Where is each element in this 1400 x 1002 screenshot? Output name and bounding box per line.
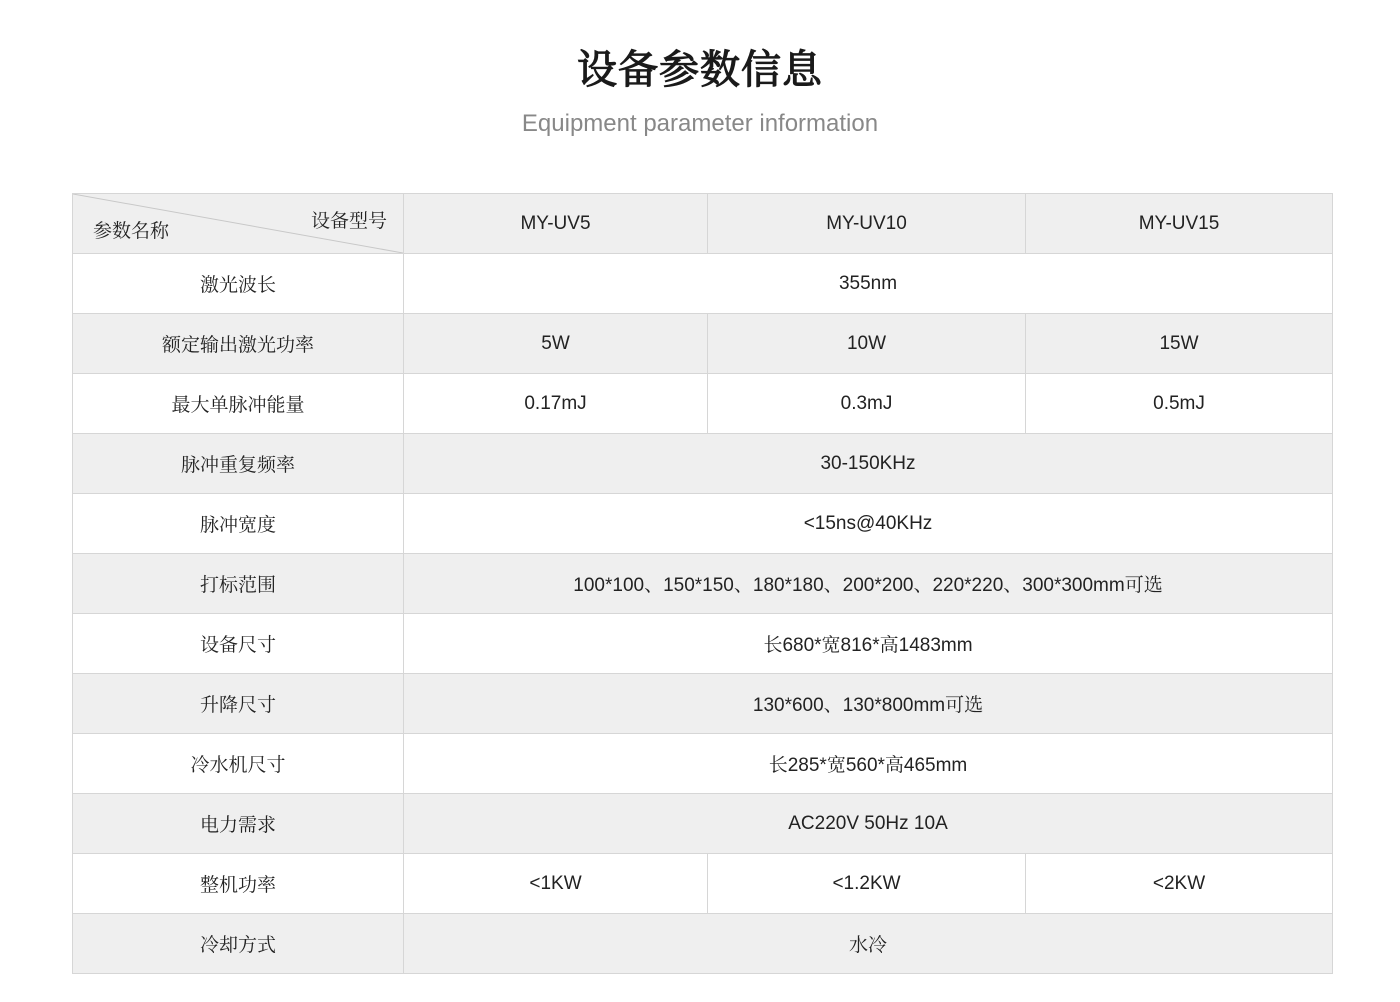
param-value-cell: 100*100、150*150、180*180、200*200、220*220、300*300mm可选: [404, 554, 1333, 614]
param-value-cell: 15W: [1026, 314, 1333, 374]
table-row: [73, 554, 1333, 614]
model-header-cell: MY-UV15: [1026, 194, 1333, 254]
param-label-cell: 最大单脉冲能量: [73, 374, 404, 434]
table-row: [73, 734, 1333, 794]
corner-param-label: 参数名称: [93, 220, 170, 242]
param-value-cell: 130*600、130*800mm可选: [404, 674, 1333, 734]
param-label-cell: 冷却方式: [73, 914, 404, 974]
param-value-cell: 水冷: [404, 914, 1333, 974]
table-row: [73, 434, 1333, 494]
table-row: [73, 614, 1333, 674]
table-row: [73, 794, 1333, 854]
table-row: [73, 494, 1333, 554]
param-label-cell: 打标范围: [73, 554, 404, 614]
param-label-cell: 脉冲宽度: [73, 494, 404, 554]
param-value-cell: 30-150KHz: [404, 434, 1333, 494]
param-value-cell: 0.5mJ: [1026, 374, 1333, 434]
param-value-cell: <1.2KW: [708, 854, 1026, 914]
page-title: 设备参数信息: [577, 47, 823, 93]
header-corner-cell: [73, 194, 404, 254]
param-value-cell: 长285*宽560*高465mm: [404, 734, 1333, 794]
param-label-cell: 脉冲重复频率: [73, 434, 404, 494]
table-row: [73, 854, 1333, 914]
param-label-cell: 激光波长: [73, 254, 404, 314]
param-value-cell: 355nm: [404, 254, 1333, 314]
param-value-cell: <1KW: [404, 854, 708, 914]
param-label-cell: 电力需求: [73, 794, 404, 854]
param-value-cell: 0.3mJ: [708, 374, 1026, 434]
table-row: [73, 674, 1333, 734]
param-label-cell: 冷水机尺寸: [73, 734, 404, 794]
table-row: [73, 374, 1333, 434]
param-label-cell: 设备尺寸: [73, 614, 404, 674]
spec-table: [72, 193, 1333, 974]
param-value-cell: 0.17mJ: [404, 374, 708, 434]
param-value-cell: <2KW: [1026, 854, 1333, 914]
param-value-cell: 长680*宽816*高1483mm: [404, 614, 1333, 674]
page-subtitle: Equipment parameter information: [521, 110, 879, 137]
model-header-cell: MY-UV5: [404, 194, 708, 254]
param-label-cell: 额定输出激光功率: [73, 314, 404, 374]
param-label-cell: 升降尺寸: [73, 674, 404, 734]
table-row: [73, 314, 1333, 374]
param-value-cell: 10W: [708, 314, 1026, 374]
corner-model-label: 设备型号: [310, 210, 387, 232]
table-row: [73, 914, 1333, 974]
param-label-cell: 整机功率: [73, 854, 404, 914]
model-header-cell: MY-UV10: [708, 194, 1026, 254]
table-header-row: [73, 194, 1333, 254]
param-value-cell: 5W: [404, 314, 708, 374]
param-value-cell: <15ns@40KHz: [404, 494, 1333, 554]
table-row: [73, 254, 1333, 314]
param-value-cell: AC220V 50Hz 10A: [404, 794, 1333, 854]
